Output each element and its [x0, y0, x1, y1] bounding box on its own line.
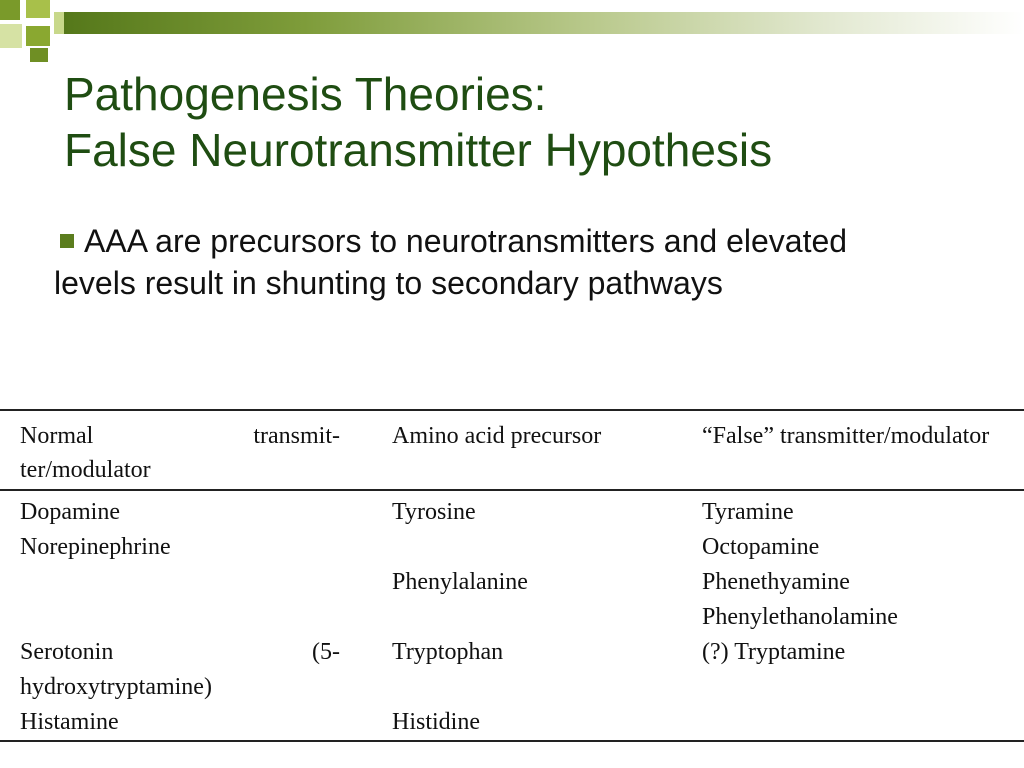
cell-text: hydroxytryptamine)	[20, 674, 212, 700]
cell-false	[682, 490, 1024, 565]
decor-square	[0, 24, 22, 48]
title-line-2: False Neurotransmitter Hypothesis	[64, 124, 773, 176]
bullet-square-icon	[60, 234, 74, 248]
cell-text: Norepinephrine	[20, 534, 171, 560]
header-amino-acid-precursor: Amino acid precursor	[392, 423, 602, 449]
neurotransmitter-table	[0, 409, 1024, 742]
cell-text: Serotonin	[20, 639, 114, 665]
header-normal-transmitter	[0, 410, 372, 490]
cell-normal	[0, 565, 372, 635]
cell-precursor: Tryptophan	[392, 639, 504, 665]
cell-text: (5-	[312, 639, 340, 665]
decor-square	[26, 26, 50, 46]
header-gradient-bar	[64, 12, 1024, 34]
cell-precursor: Histidine	[392, 709, 480, 735]
cell-text: Phenylethanolamine	[702, 604, 898, 630]
cell-text: Octopamine	[702, 534, 820, 560]
cell-text: Histamine	[20, 709, 119, 735]
cell-false	[682, 565, 1024, 635]
cell-text: (?) Tryptamine	[702, 639, 846, 665]
decor-square	[0, 0, 20, 20]
header-false-transmitter: “False” transmitter/modulator	[702, 423, 990, 449]
cell-normal	[0, 705, 372, 741]
cell-text: Tyramine	[702, 499, 794, 525]
header-transmit-word: transmit-	[253, 423, 340, 449]
bullet-point	[54, 220, 914, 304]
cell-text: Dopamine	[20, 499, 120, 525]
decor-square	[30, 48, 48, 62]
table-row	[0, 705, 1024, 741]
cell-precursor: Tyrosine	[392, 499, 476, 525]
header-normal-word: Normal	[20, 423, 94, 449]
title-line-1: Pathogenesis Theories:	[64, 68, 547, 120]
table-header-row	[0, 410, 1024, 490]
cell-false	[682, 635, 1024, 705]
header-modulator-word: ter/modulator	[20, 457, 151, 483]
slide-title	[64, 66, 772, 178]
table-row	[0, 635, 1024, 705]
bullet-text: AAA are precursors to neurotransmitters and elevated levels result in shunting to secondary pathways	[54, 223, 848, 301]
cell-text: Phenethyamine	[702, 569, 850, 595]
cell-normal	[0, 635, 372, 705]
table-row	[0, 490, 1024, 565]
decor-square	[26, 0, 50, 18]
cell-normal	[0, 490, 372, 565]
cell-false	[682, 705, 1024, 741]
table-row	[0, 565, 1024, 635]
cell-precursor: Phenylalanine	[392, 569, 528, 595]
